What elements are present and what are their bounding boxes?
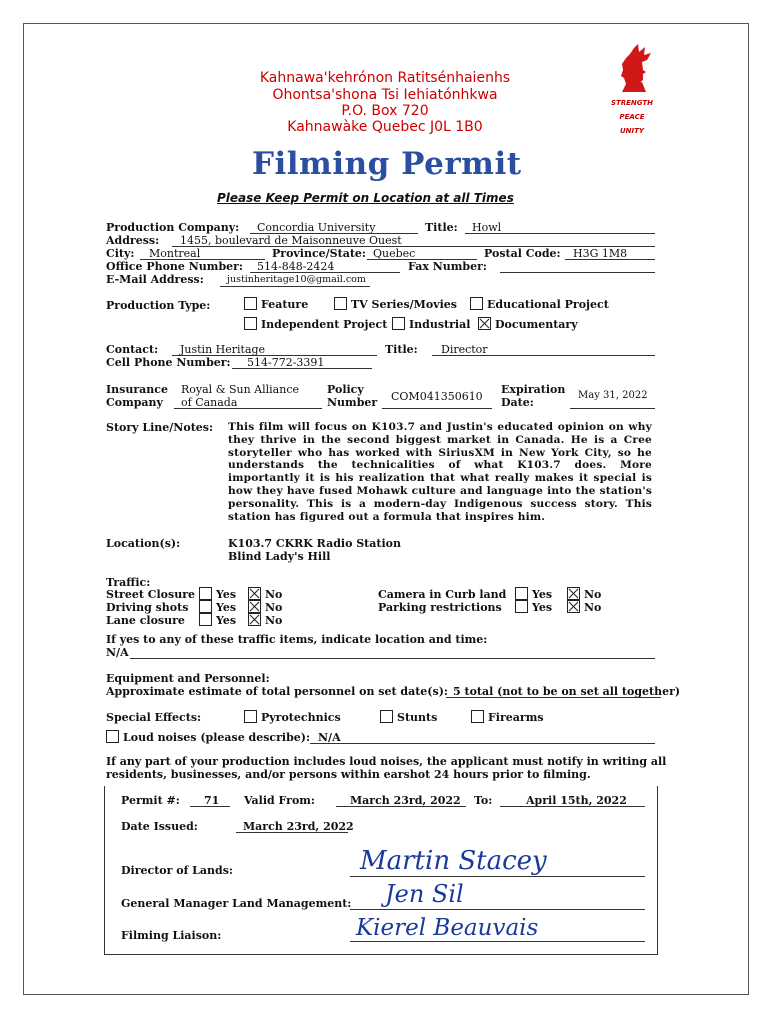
traffic-if-yes-label: If yes to any of these traffic items, indicate location and time: — [106, 633, 488, 646]
permit-number-value: 71 — [204, 794, 220, 807]
permit-number-label: Permit #: — [121, 794, 180, 807]
title-value: Howl — [472, 221, 502, 234]
story-text: This film will focus on K103.7 and Justin's educated opinion on why they thrive in the second biggest market in Canada. He is a Cree storyteller who has worked with SiriusXM in New York City, so he understands the technicalities of what K103.7 does. More importantly it is his realization that what really makes it special is how they have fused Mohawk culture and language into the station's personality. This is a modern-day Indigenous success story. This station has figured out a formula that inspires him. — [228, 421, 652, 523]
header-line-4: Kahnawàke Quebec J0L 1B0 — [287, 119, 483, 135]
option-firearms[interactable]: Firearms — [471, 710, 544, 724]
province-label: Province/State: — [272, 247, 366, 260]
street-closure-label: Street Closure — [106, 588, 195, 601]
valid-from-value: March 23rd, 2022 — [350, 794, 461, 807]
title-label: Title: — [425, 221, 458, 234]
driving-shots-yes[interactable]: Yes — [199, 600, 236, 614]
lane-closure-yes[interactable]: Yes — [199, 613, 236, 627]
camera-curb-no[interactable]: No — [567, 587, 601, 601]
postal-code-value: H3G 1M8 — [573, 247, 628, 260]
city-value: Montreal — [149, 247, 201, 260]
contact-title-value: Director — [441, 343, 488, 356]
street-closure-yes[interactable]: Yes — [199, 587, 236, 601]
fax-label: Fax Number: — [408, 260, 487, 273]
cell-label: Cell Phone Number: — [106, 356, 231, 369]
cell-value: 514-772-3391 — [247, 356, 325, 369]
liaison-signature: Kierel Beauvais — [356, 915, 539, 941]
header-line-1: Kahnawa'kehrónon Ratitsénhaienhs — [259, 70, 511, 86]
insurance-label-2: Company — [106, 396, 163, 409]
insurance-company-1: Royal & Sun Alliance — [181, 383, 299, 396]
location-2: Blind Lady's Hill — [228, 550, 331, 563]
director-signature: Martin Stacey — [360, 846, 547, 876]
option-stunts[interactable]: Stunts — [380, 710, 437, 724]
email-value: justinheritage10@gmail.com — [227, 274, 366, 285]
driving-shots-no[interactable]: No — [248, 600, 282, 614]
postal-code-label: Postal Code: — [484, 247, 561, 260]
checkbox-industrial[interactable] — [392, 317, 405, 330]
lane-closure-no[interactable]: No — [248, 613, 282, 627]
expiration-value: May 31, 2022 — [578, 390, 648, 401]
option-educational[interactable]: Educational Project — [470, 297, 609, 311]
personnel-estimate-value: 5 total (not to be on set all together) — [453, 685, 681, 698]
valid-to-label: To: — [474, 794, 493, 807]
contact-label: Contact: — [106, 343, 159, 356]
parking-restrictions-no[interactable]: No — [567, 600, 601, 614]
option-pyrotechnics[interactable]: Pyrotechnics — [244, 710, 341, 724]
camera-curb-label: Camera in Curb land — [378, 588, 507, 601]
page-subtitle: Please Keep Permit on Location at all Times — [217, 191, 514, 205]
loud-noises-value: N/A — [318, 731, 341, 744]
header-line-3: P.O. Box 720 — [341, 103, 429, 119]
gm-signature: Jen Sil — [385, 880, 464, 908]
expiration-label-1: Expiration — [501, 383, 566, 396]
special-effects-label: Special Effects: — [106, 711, 202, 724]
page-title: Filming Permit — [252, 146, 522, 182]
option-documentary[interactable]: Documentary — [478, 317, 578, 331]
checkbox-educational[interactable] — [470, 297, 483, 310]
expiration-label-2: Date: — [501, 396, 534, 409]
director-of-lands-label: Director of Lands: — [121, 864, 233, 877]
address-value: 1455, boulevard de Maisonneuve Ouest — [180, 234, 402, 247]
locations-label: Location(s): — [106, 537, 181, 550]
checkbox-documentary[interactable] — [478, 317, 491, 330]
camera-curb-yes[interactable]: Yes — [515, 587, 552, 601]
driving-shots-label: Driving shots — [106, 601, 189, 614]
policy-label-1: Policy — [327, 383, 364, 396]
address-label: Address: — [106, 234, 160, 247]
header-line-2: Ohontsa'shona Tsi Iehiatónhkwa — [272, 87, 498, 103]
lane-closure-label: Lane closure — [106, 614, 185, 627]
location-1: K103.7 CKRK Radio Station — [228, 537, 401, 550]
valid-to-value: April 15th, 2022 — [526, 794, 627, 807]
street-closure-no[interactable]: No — [248, 587, 282, 601]
phone-label: Office Phone Number: — [106, 260, 243, 273]
insurance-label-1: Insurance — [106, 383, 168, 396]
logo-word-2: PEACE — [619, 113, 645, 121]
option-industrial[interactable]: Industrial — [392, 317, 470, 331]
production-company-value: Concordia University — [257, 221, 376, 234]
email-label: E-Mail Address: — [106, 273, 204, 286]
gm-land-management-label: General Manager Land Management: — [121, 897, 352, 910]
logo-word-3: UNITY — [620, 127, 644, 135]
filming-liaison-label: Filming Liaison: — [121, 929, 222, 942]
traffic-if-yes-value: N/A — [106, 646, 129, 659]
policy-label-2: Number — [327, 396, 378, 409]
province-value: Quebec — [373, 247, 416, 260]
checkbox-feature[interactable] — [244, 297, 257, 310]
phone-value: 514-848-2424 — [257, 260, 335, 273]
option-feature[interactable]: Feature — [244, 297, 308, 311]
personnel-estimate-label: Approximate estimate of total personnel on set date(s): — [106, 685, 448, 698]
story-label: Story Line/Notes: — [106, 421, 214, 434]
contact-title-label: Title: — [385, 343, 418, 356]
production-company-label: Production Company: — [106, 221, 240, 234]
option-loud-noises[interactable]: Loud noises (please describe): — [106, 730, 310, 744]
insurance-company-2: of Canada — [181, 396, 238, 409]
date-issued-label: Date Issued: — [121, 820, 198, 833]
checkbox-tv-series[interactable] — [334, 297, 347, 310]
notice-line-2: residents, businesses, and/or persons within earshot 24 hours prior to filming. — [106, 768, 591, 781]
parking-restrictions-yes[interactable]: Yes — [515, 600, 552, 614]
option-independent[interactable]: Independent Project — [244, 317, 387, 331]
traffic-label: Traffic: — [106, 576, 151, 589]
production-type-label: Production Type: — [106, 299, 211, 312]
mohawk-head-logo-icon — [612, 44, 656, 94]
valid-from-label: Valid From: — [244, 794, 315, 807]
checkbox-independent[interactable] — [244, 317, 257, 330]
contact-value: Justin Heritage — [180, 343, 266, 356]
policy-value: COM041350610 — [391, 390, 483, 403]
parking-restrictions-label: Parking restrictions — [378, 601, 502, 614]
equipment-label: Equipment and Personnel: — [106, 672, 270, 685]
option-tv-series[interactable]: TV Series/Movies — [334, 297, 457, 311]
notice-line-1: If any part of your production includes loud noises, the applicant must notify in writing all — [106, 755, 667, 768]
date-issued-value: March 23rd, 2022 — [243, 820, 354, 833]
city-label: City: — [106, 247, 135, 260]
logo-word-1: STRENGTH — [610, 99, 654, 107]
